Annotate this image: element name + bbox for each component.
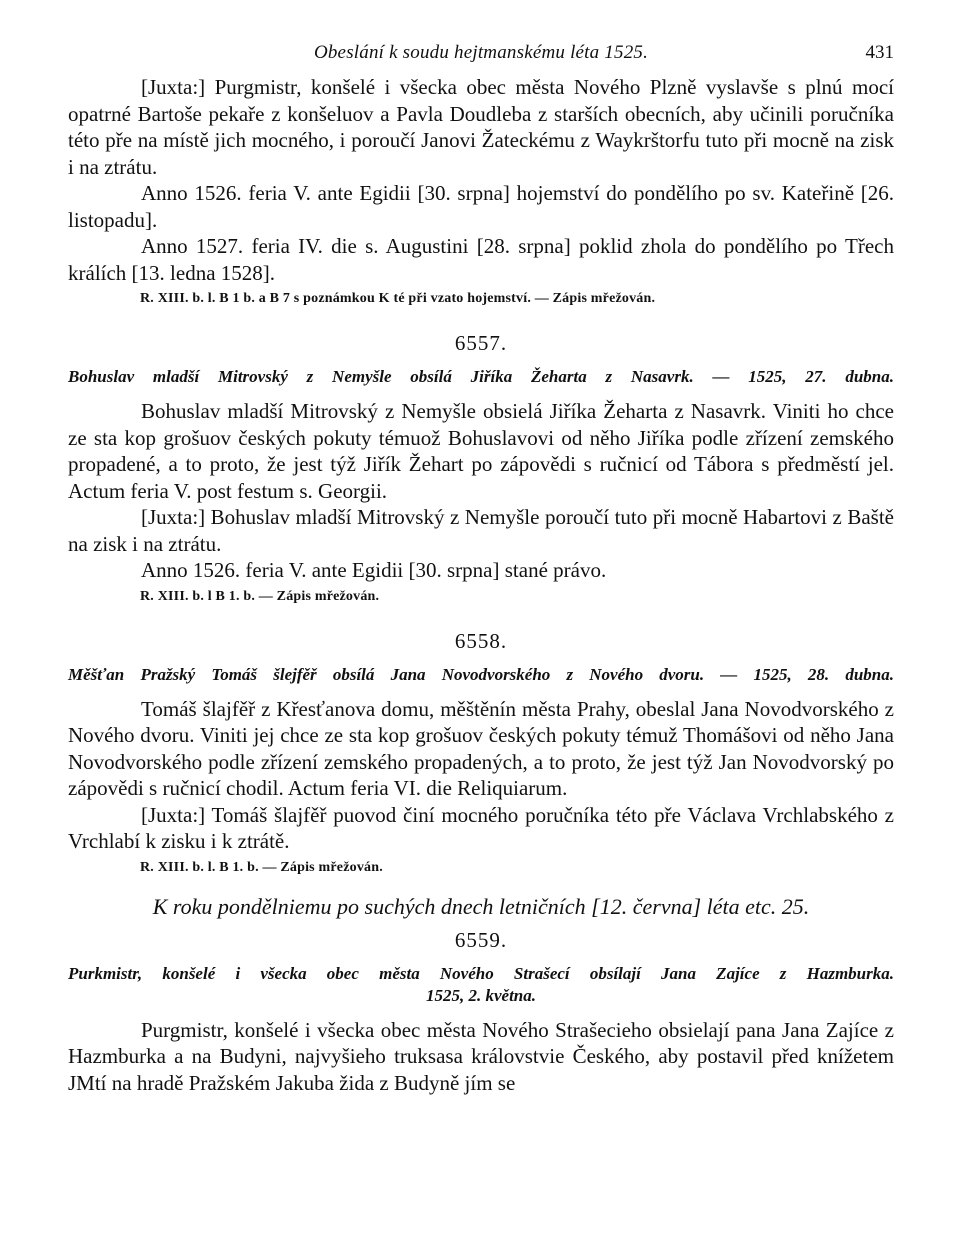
archival-citation: R. XIII. b. l. B 1 b. a B 7 s poznámkou K té při vzato hojemství. — Zápis mřežován. xyxy=(140,291,656,306)
paragraph: Tomáš šlajfěř z Křesťanova domu, měštěnín města Prahy, obeslal Jana Novodvorského z Nového dvoru. Viniti jej chce ze sta kop grošuov českých pokuty témuž Thomášovi od něho Jana Novodvorského podle zřízení zemského propadených, a to proto, že jest týž Jan Novodvorský po zápovědi s ručnicí chodil. Actum feria VI. die Reliquiarum. xyxy=(68,696,894,800)
document-page xyxy=(68,38,894,1096)
archival-citation: R. XIII. b. l. B 1. b. — Zápis mřežován. xyxy=(140,859,383,875)
entry-number: 6559. xyxy=(454,927,508,952)
entry-number: 6557. xyxy=(454,331,508,355)
section-heading: K roku pondělniemu po suchých dnech letničních [12. června] léta etc. 25. xyxy=(152,893,810,919)
entry-heading: Purkmistr, konšelé i všecka obec města Nového Strašecí obsílají Jana Zajíce z Hazmburka. xyxy=(68,963,894,983)
entry-6557 xyxy=(68,330,894,606)
page-number: 431 xyxy=(865,42,894,63)
paragraph: Purgmistr, konšelé i všecka obec města Nového Strašecieho obsielají pana Jana Zajíce z Hazmburka a na Budyni, najvyšieho truksasa královstvie Českého, aby postavil před knížetem JMtí na hradě Pražském Jakuba žida z Budyně jím se xyxy=(68,1017,894,1095)
entry-heading-date: 1525, 2. května. xyxy=(425,985,537,1005)
paragraph: Anno 1527. feria IV. die s. Augustini [28. srpna] poklid zhola do pondělího po Třech králích [13. ledna 1528]. xyxy=(68,234,894,285)
entry-6559 xyxy=(68,927,894,1097)
continued-entry xyxy=(68,74,894,308)
paragraph: Anno 1526. feria V. ante Egidii [30. srpna] stané právo. xyxy=(141,558,607,582)
entry-heading: Měšťan Pražský Tomáš šlejfěř obsílá Jana Novodvorského z Nového dvoru. — 1525, 28. dubna. xyxy=(68,664,894,684)
paragraph: Bohuslav mladší Mitrovský z Nemyšle obsielá Jiříka Žeharta z Nasavrk. Viniti ho chce ze sta kop grošuov českých pokuty témuož Bohuslavovi od něho Jiříka podle zřízení zemského propadené, a to proto, že jest týž Jiřík Žehart po zápovědi s ručnicí od Tábora s předměstí jel. Actum feria V. post festum s. Georgii. xyxy=(68,399,894,503)
entry-heading: Bohuslav mladší Mitrovský z Nemyšle obsílá Jiříka Žeharta z Nasavrk. — 1525, 27. dubna. xyxy=(68,367,894,386)
running-title: Obeslání k soudu hejtmanskému léta 1525. xyxy=(313,42,649,63)
running-header xyxy=(68,38,894,74)
entry-number: 6558. xyxy=(454,628,508,653)
archival-citation: R. XIII. b. l B 1. b. — Zápis mřežován. xyxy=(140,588,380,604)
paragraph: [Juxta:] Bohuslav mladší Mitrovský z Nemyšle poroučí tuto při mocně Habartovi z Baště na zisk i na ztrátu. xyxy=(68,505,894,556)
paragraph: [Juxta:] Purgmistr, konšelé i všecka obec města Nového Plzně vyslavše s plnú mocí opatrné Bartoše pekaře z konšeluov a Pavla Doudleba z starších obecních, aby učinili poručníka této pře na místě jich mocného, i poroučí Janovi Žateckému z Waykrštorfu tuto při mocně na zisk i na ztrátu. xyxy=(68,75,894,179)
entry-6558 xyxy=(68,628,894,877)
paragraph: Anno 1526. feria V. ante Egidii [30. srpna] hojemství do pondělího po sv. Kateřině [26. listopadu]. xyxy=(68,181,894,232)
paragraph: [Juxta:] Tomáš šlajfěř puovod činí mocného poručníka této pře Václava Vrchlabského z Vrchlabí k zisku i k ztrátě. xyxy=(68,802,894,853)
